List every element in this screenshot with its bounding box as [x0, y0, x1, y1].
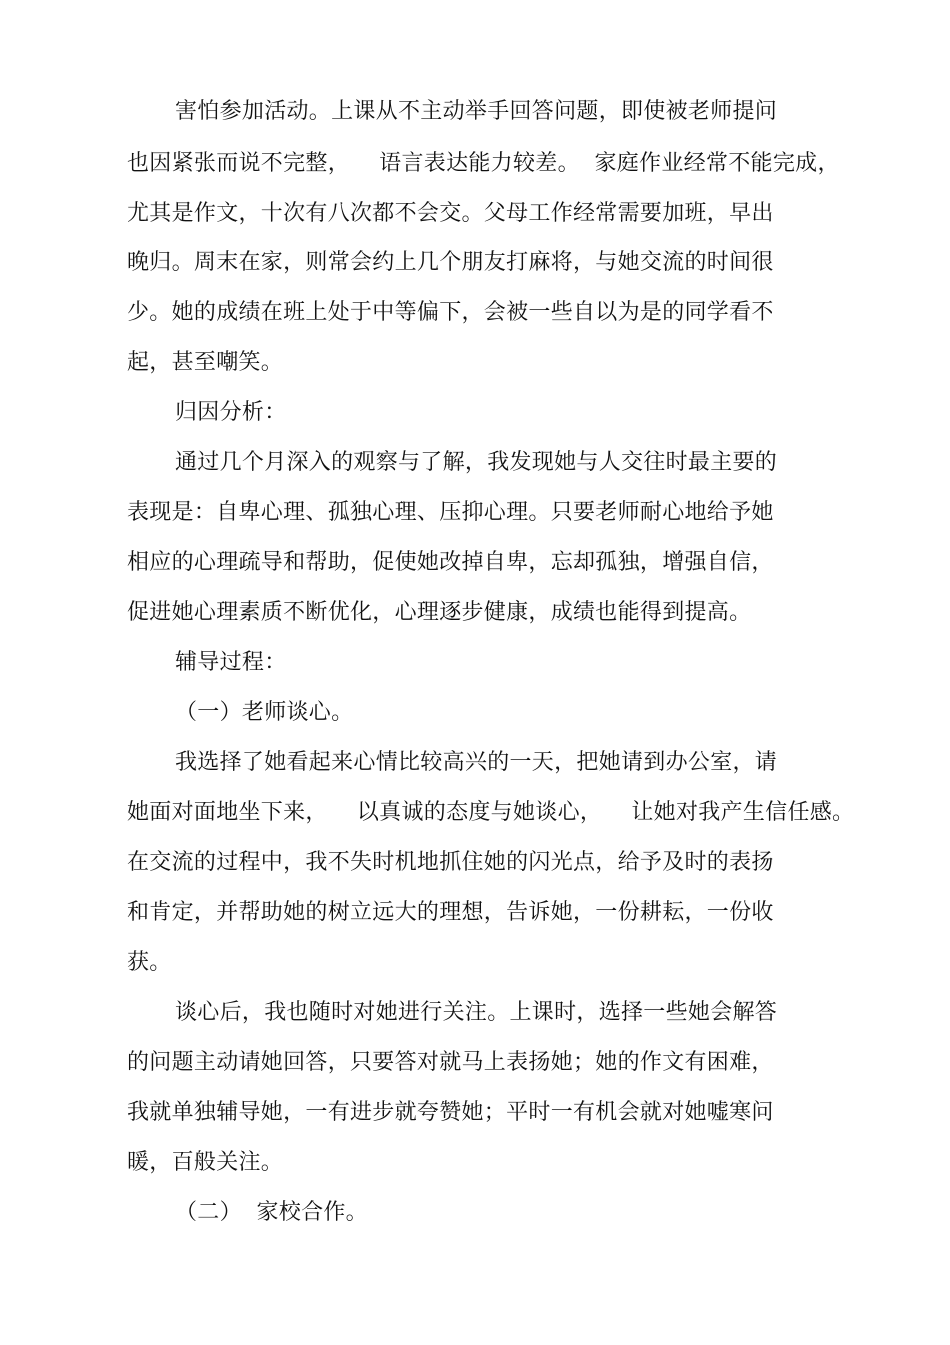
- text-line: 和肯定，并帮助她的树立远大的理想，告诉她，一份耕耘，一份收: [127, 900, 774, 925]
- text-line: 我选择了她看起来心情比较高兴的一天，把她请到办公室，请: [175, 750, 778, 775]
- section-heading: 归因分析：: [175, 400, 287, 425]
- text-line: 促进她心理素质不断优化，心理逐步健康，成绩也能得到提高。: [127, 600, 752, 625]
- text-line: 相应的心理疏导和帮助，促使她改掉自卑，忘却孤独，增强自信，: [127, 550, 774, 575]
- subsection-heading: （二） 家校合作。: [175, 1200, 368, 1225]
- subsection-heading: （一）老师谈心。: [175, 700, 354, 725]
- text-line: 表现是：自卑心理、孤独心理、压抑心理。只要老师耐心地给予她: [127, 500, 774, 525]
- text-line: 晚归。周末在家，则常会约上几个朋友打麻将，与她交流的时间很: [127, 250, 774, 275]
- text-line: 在交流的过程中，我不失时机地抓住她的闪光点，给予及时的表扬: [127, 850, 774, 875]
- text-line: 害怕参加活动。上课从不主动举手回答问题，即使被老师提问: [175, 99, 778, 124]
- text-line: 也因紧张而说不完整， 语言表达能力较差。 家庭作业经常不能完成，: [127, 151, 840, 176]
- text-line: 的问题主动请她回答，只要答对就马上表扬她；她的作文有困难，: [127, 1050, 774, 1075]
- text-line: 她面对面地坐下来， 以真诚的态度与她谈心， 让她对我产生信任感。: [127, 800, 855, 825]
- text-line: 获。: [127, 950, 172, 975]
- text-line: 起，甚至嘲笑。: [127, 350, 284, 375]
- text-line: 我就单独辅导她，一有进步就夸赞她；平时一有机会就对她嘘寒问: [127, 1100, 774, 1125]
- text-line: 暖，百般关注。: [127, 1150, 284, 1175]
- text-line: 少。她的成绩在班上处于中等偏下，会被一些自以为是的同学看不: [127, 300, 774, 325]
- text-line: 通过几个月深入的观察与了解，我发现她与人交往时最主要的: [175, 450, 778, 475]
- text-line: 谈心后，我也随时对她进行关注。上课时，选择一些她会解答: [175, 1000, 778, 1025]
- text-line: 尤其是作文，十次有八次都不会交。父母工作经常需要加班，早出: [127, 201, 774, 226]
- section-heading: 辅导过程：: [175, 650, 287, 675]
